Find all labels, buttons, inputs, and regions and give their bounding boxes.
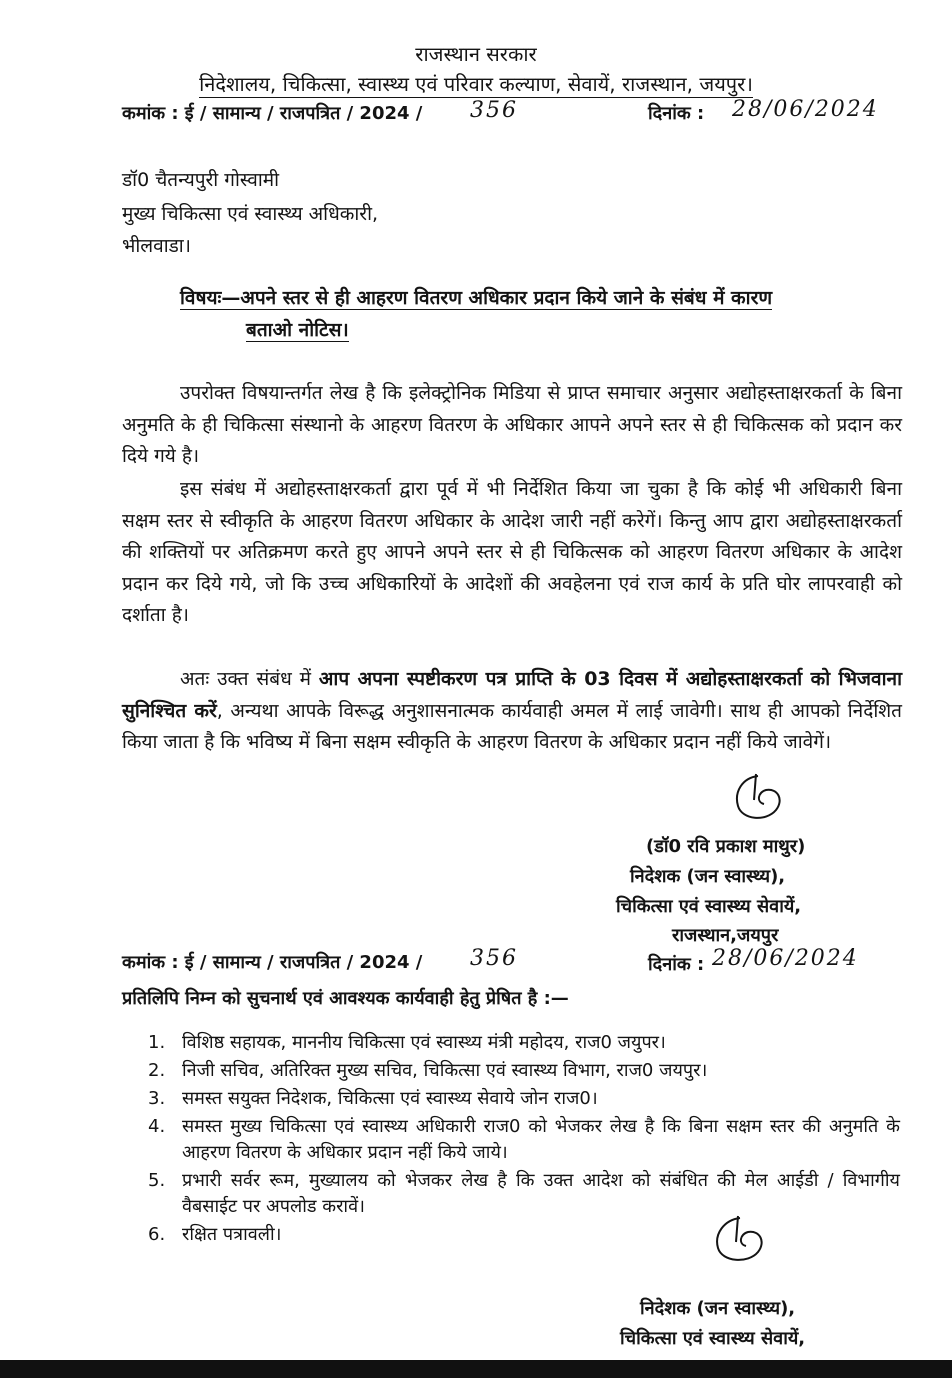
list-item-text: समस्त सयुक्त निदेशक, चिकित्सा एवं स्वास्थ्य सेवाये जोन राज0। bbox=[182, 1088, 598, 1109]
para3-prefix: अतः उक्त संबंध में bbox=[180, 668, 319, 690]
list-item bbox=[148, 1058, 900, 1084]
list-item-number: 3. bbox=[148, 1088, 166, 1109]
reference-number-label-2: कमांक : ई / सामान्य / राजपत्रित / 2024 / bbox=[122, 952, 423, 973]
body-paragraph-2: इस संबंध में अद्योहस्ताक्षरकर्ता द्वारा पूर्व में भी निर्देशित किया जा चुका है कि कोई भी अधिकारी बिना सक्षम स्तर से स्वीकृति के आहरण वितरण अधिकार के आदेश जारी नहीं करेगें। किन्तु आप द्वारा अद्योहस्ताक्षरकर्ता की शक्तियों पर अतिक्रमण करते हुए आपने अपने स्तर से ही चिकित्सक को आहरण वितरण अधिकार के आदेश प्रदान कर दिये गये, जो कि उच्च अधिकारियों के आदेशों की अवहेलना एवं राज कार्य के प्रति घोर लापरवाही को दर्शाता है। bbox=[122, 478, 902, 626]
list-item bbox=[148, 1168, 900, 1220]
directorate-header bbox=[0, 70, 952, 97]
list-item-text: समस्त मुख्य चिकित्सा एवं स्वास्थ्य अधिकारी राज0 को भेजकर लेख है कि बिना सक्षम स्तर की अनुमति के आहरण वितरण के अधिकार प्रदान नहीं किये जाये। bbox=[182, 1116, 900, 1163]
addressee-name: डॉ0 चैतन्यपुरी गोस्वामी bbox=[122, 169, 280, 191]
bottom-edge-bar bbox=[0, 1360, 952, 1378]
body-paragraph-1: उपरोक्त विषयान्तर्गत लेख है कि इलेक्ट्रोनिक मिडिया से प्राप्त समाचार अनुसार अद्योहस्ताक्षरकर्ता के बिना अनुमति के ही चिकित्सा संस्थानो के आहरण वितरण के अधिकार आपने अपने स्तर से ही चिकित्सक को प्रदान कर दिये गये है। bbox=[122, 382, 902, 467]
copy-intro: प्रतिलिपि निम्न को सुचनार्थ एवं आवश्यक कार्यवाही हेतु प्रेषित है :— bbox=[122, 988, 569, 1009]
addressee-designation: मुख्य चिकित्सा एवं स्वास्थ्य अधिकारी, bbox=[122, 203, 379, 225]
list-item-number: 4. bbox=[148, 1116, 166, 1137]
list-item-text: प्रभारी सर्वर रूम, मुख्यालय को भेजकर लेख है कि उक्त आदेश को संबंधित की मेल आईडी / विभागीय वैबसाईट पर अपलोड करावें। bbox=[182, 1170, 900, 1217]
list-item bbox=[148, 1114, 900, 1166]
date-label-2: दिनांक : bbox=[648, 954, 705, 975]
addressee-place: भीलवाडा। bbox=[122, 235, 191, 257]
para3-bold-directive: आप अपना स्पष्टीकरण पत्र प्राप्ति के 03 दिवस में अद्योहस्ताक्षरकर्ता को भिजवाना सुनिश्चित करें bbox=[122, 668, 902, 722]
list-item-number: 5. bbox=[148, 1170, 166, 1191]
reference-number-label: कमांक : ई / सामान्य / राजपत्रित / 2024 / bbox=[122, 103, 423, 124]
list-item bbox=[148, 1086, 900, 1112]
signature-mark-2 bbox=[708, 1212, 772, 1268]
signatory-designation: निदेशक (जन स्वास्थ्य), bbox=[630, 866, 786, 887]
para3-suffix: , अन्यथा आपके विरूद्ध अनुशासनात्मक कार्यवाही अमल में लाई जावेगी। साथ ही आपको निर्देशित किया जाता है कि भविष्य में बिना सक्षम स्वीकृति के आहरण वितरण के अधिकार प्रदान नहीं किये जावेगें। bbox=[122, 699, 902, 753]
handwritten-reference-number-2: 356 bbox=[470, 946, 518, 971]
body-paragraph-3 bbox=[122, 664, 902, 759]
bottom-signatory-department: चिकित्सा एवं स्वास्थ्य सेवायें, bbox=[620, 1328, 806, 1349]
subject-text-1: विषयः—अपने स्तर से ही आहरण वितरण अधिकार प्रदान किये जाने के संबंध में कारण bbox=[180, 287, 773, 309]
handwritten-reference-number: 356 bbox=[470, 98, 518, 123]
subject-line-1 bbox=[180, 284, 772, 310]
handwritten-date-2: 28/06/2024 bbox=[712, 946, 859, 971]
list-item-number: 6. bbox=[148, 1224, 166, 1245]
directorate-text: निदेशालय, चिकित्सा, स्वास्थ्य एवं परिवार कल्याण, सेवायें, राजस्थान, जयपुर। bbox=[199, 72, 753, 96]
list-item-text: निजी सचिव, अतिरिक्त मुख्य सचिव, चिकित्सा एवं स्वास्थ्य विभाग, राज0 जयपुर। bbox=[182, 1060, 708, 1081]
government-header: राजस्थान सरकार bbox=[415, 42, 537, 66]
signatory-name: (डॉ0 रवि प्रकाश माथुर) bbox=[646, 836, 806, 857]
bottom-signatory-designation: निदेशक (जन स्वास्थ्य), bbox=[640, 1298, 796, 1319]
signatory-department: चिकित्सा एवं स्वास्थ्य सेवायें, bbox=[616, 896, 802, 917]
date-label: दिनांक : bbox=[648, 103, 705, 124]
signature-mark bbox=[728, 770, 790, 826]
list-item bbox=[148, 1222, 900, 1248]
handwritten-date: 28/06/2024 bbox=[732, 97, 879, 122]
list-item-text: विशिष्ठ सहायक, माननीय चिकित्सा एवं स्वास्थ्य मंत्री महोदय, राज0 जयुपर। bbox=[182, 1032, 666, 1053]
subject-text-2: बताओ नोटिस। bbox=[246, 319, 349, 341]
copy-list bbox=[148, 1030, 900, 1250]
signatory-place: राजस्थान,जयपुर bbox=[672, 925, 779, 946]
list-item bbox=[148, 1030, 900, 1056]
list-item-number: 1. bbox=[148, 1032, 166, 1053]
subject-line-2 bbox=[246, 316, 349, 342]
list-item-text: रक्षित पत्रावली। bbox=[182, 1224, 282, 1245]
list-item-number: 2. bbox=[148, 1060, 166, 1081]
